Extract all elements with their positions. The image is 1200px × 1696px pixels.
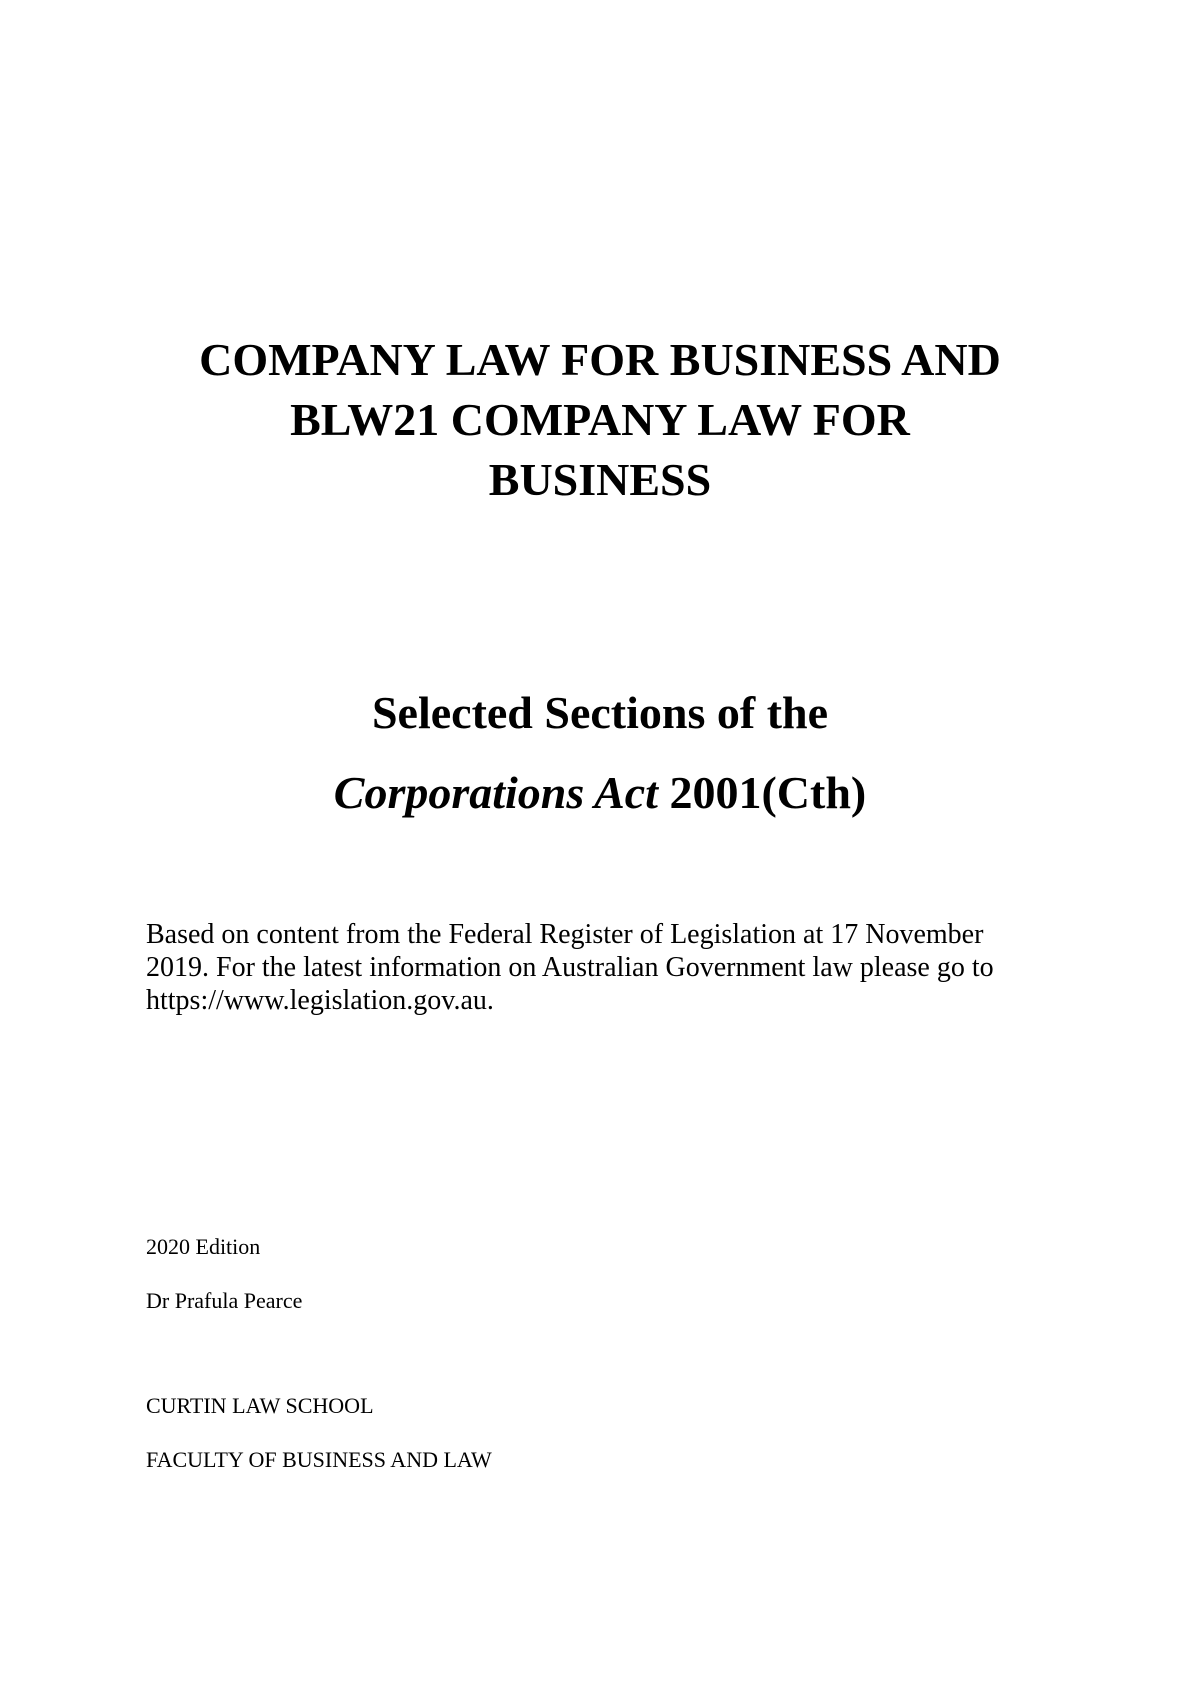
author-name: Dr Prafula Pearce [146,1288,303,1313]
description-line-3: https://www.legislation.gov.au. [146,985,494,1016]
act-name: Corporations Act [333,767,658,818]
act-year: 2001(Cth) [657,767,867,818]
description-line-1: Based on content from the Federal Register of Legislation at 17 November [146,919,984,950]
subtitle-line-1: Selected Sections of the [371,687,829,738]
document-title [120,330,1080,510]
title-line-3: BUSINESS [488,454,712,505]
school-name: CURTIN LAW SCHOOL [146,1393,374,1418]
subtitle-line-2 [120,765,1080,821]
title-line-2: BLW21 COMPANY LAW FOR [290,394,910,445]
description-line-2: 2019. For the latest information on Australian Government law please go to [146,952,994,983]
faculty-name: FACULTY OF BUSINESS AND LAW [146,1447,492,1472]
source-description [146,918,1046,1017]
edition-label: 2020 Edition [146,1234,261,1259]
title-line-1: COMPANY LAW FOR BUSINESS AND [199,334,1001,385]
